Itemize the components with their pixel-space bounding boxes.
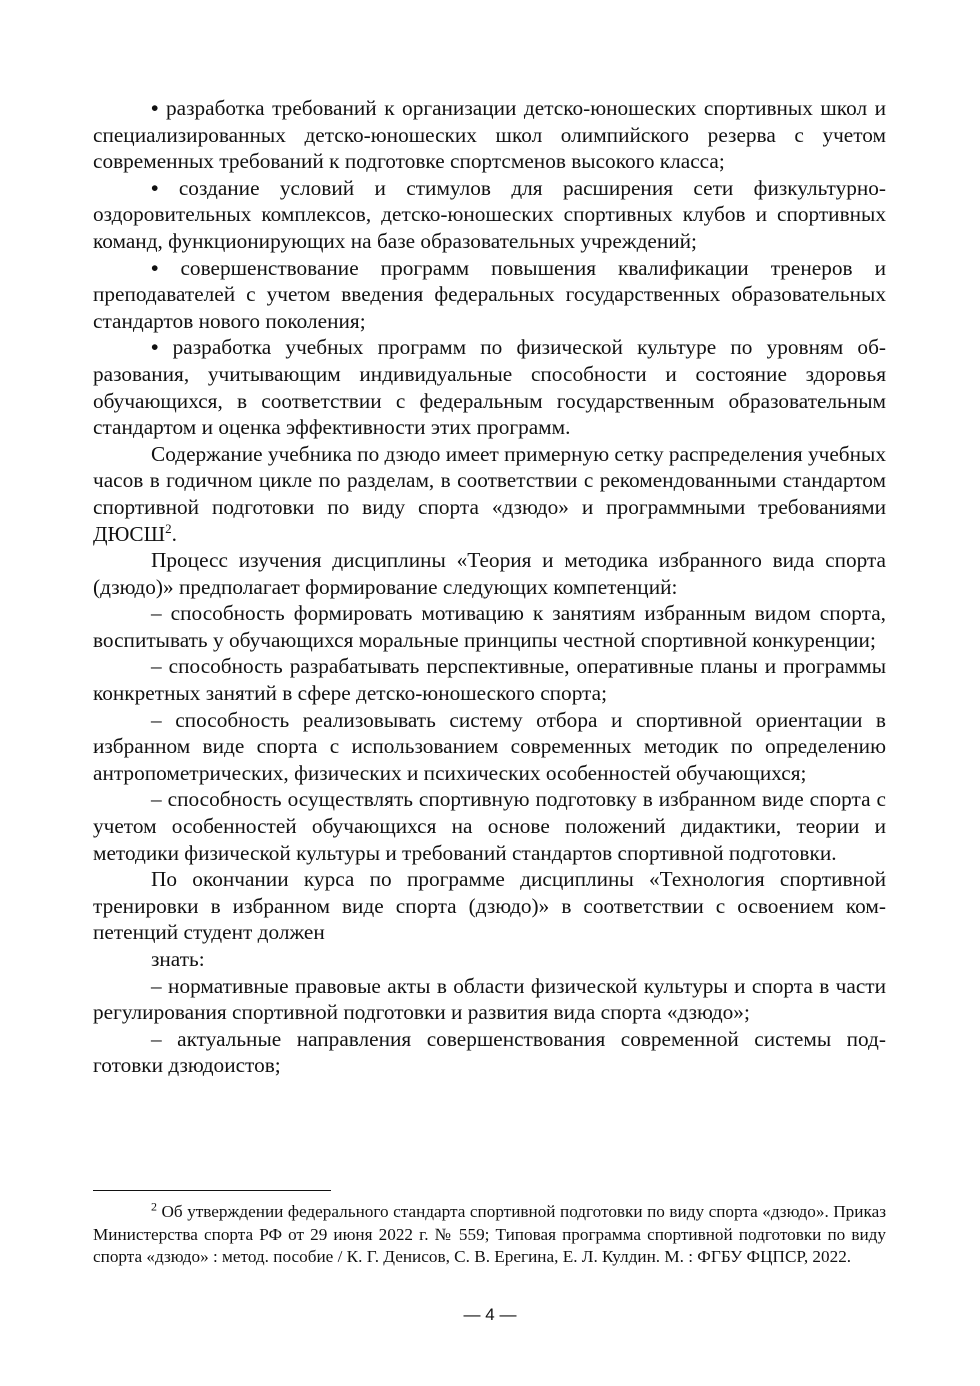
page-number: — 4 — [463, 1305, 517, 1324]
bullet-icon: • [151, 175, 159, 200]
know-item: – нормативные правовые акты в области физической культуры и спорта в части регулирования спортивной подготовки и развития вида спорта «дзюдо»; [93, 973, 886, 1025]
footnote-text: Об утверждении федерального стандарта спортивной подготовки по виду спорта «дзюдо». Приказ Министерства спорта РФ от 29 июня 2022 г. № 559; Типовая программа спортивной подготовки по виду спорта «дзюдо» : метод. пособие / К. Г. Денисов, С. В. Ерегина, Е. Л. Кулдин. М. : ФГБУ ФЦПСР, 2022. [93, 1202, 886, 1267]
know-label: знать: [151, 947, 205, 971]
competency-item: – способность осуществлять спортивную подготовку в избранном виде спорта с учетом особенностей обучающихся на основе положений дидактики, теории и методики физической культуры и требований стандартов спортивной подготовки. [93, 787, 886, 865]
competency-item: – способность формировать мотивацию к занятиям избранным видом спорта, воспитывать у обучающихся моральные принципы честной спортивной конкуренции; [93, 601, 886, 652]
page-body [93, 95, 886, 1079]
footnote-reference[interactable]: 2 [165, 520, 172, 536]
bullet-icon: • [151, 335, 159, 360]
competency-item: – способность реализовывать систему отбора и спортивной ориентации в избранном виде спорта с использованием современных методик по определению антропометрических, физических и психических особенностей обучающихся; [93, 707, 886, 785]
bullet-item: • создание условий и стимулов для расширения сети физкультурно-оздоровительных комплексов, детско-юношеских спортивных клубов и спортивных команд, функционирующих на базе образовательных учреждений; [93, 175, 887, 253]
competencies-intro: Процесс изучения дисциплины «Теория и методика избранного вида спорта (дзюдо)» предполагает формирование следующих компетенций: [93, 548, 886, 599]
footnote-divider [93, 1190, 331, 1191]
bullet-icon: • [151, 255, 159, 280]
main-text [93, 95, 886, 1079]
bullet-item: • разработка требований к организации детско-юношеских спортивных школ и специализированных детско-юношеских школ олимпийского резерва с учетом современных требований к подготовке спортсменов высокого класса; [93, 96, 886, 174]
competency-item: – способность разрабатывать перспективные, оперативные планы и программы конкретных занятий в сфере детско-юношеского спорта; [93, 654, 886, 706]
bullet-icon: • [151, 96, 159, 120]
bullet-item: • разработка учебных программ по физической культуре по уровням образования, учитывающим индивидуальные способности и состояние здоровья обучающихся, в соответствии с федеральным государственным образовательным стандартом и оценка эффективности этих программ. [93, 335, 886, 440]
course-end-paragraph: По окончании курса по программе дисциплины «Технология спортивной тренировки в избранном виде спорта (дзюдо)» в соответствии с освоением компетенций студент должен [93, 867, 886, 945]
content-paragraph: Содержание учебника по дзюдо имеет примерную сетку распределения учебных часов в годичном цикле по разделам, в соответствии с рекомендованными стандартом спортивной подготовки по виду спорта «дзюдо» и программными требованиями ДЮСШ$^2$. [93, 441, 886, 546]
know-item: – актуальные направления совершенствования современной системы подготовки дзюдоистов; [93, 1026, 886, 1078]
footnote-number: 2 [151, 1199, 157, 1214]
footnote [93, 1201, 886, 1269]
bullet-item: • совершенствование программ повышения квалификации тренеров и преподавателей с учетом введения федеральных государственных образовательных стандартов нового поколения; [93, 255, 886, 333]
